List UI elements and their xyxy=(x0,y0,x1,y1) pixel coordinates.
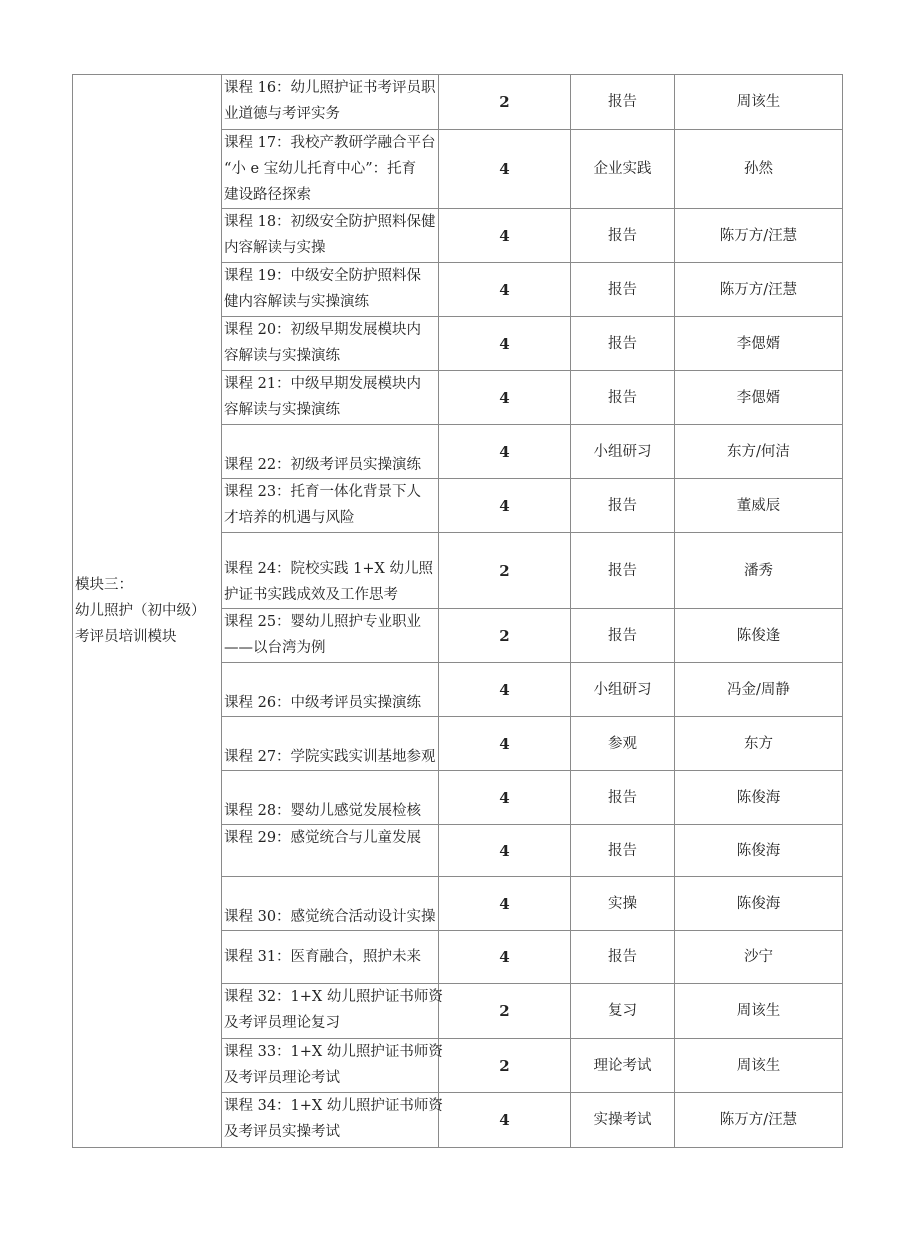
course-name-line: 才培养的机遇与风险 xyxy=(224,510,355,526)
course-hours: 4 xyxy=(439,425,571,479)
module-line: 幼儿照护（初中级） xyxy=(75,603,206,619)
course-hours: 4 xyxy=(439,263,571,317)
course-name-line: 课程 28：婴幼儿感觉发展检核 xyxy=(224,803,422,819)
course-name-line: 护证书实践成效及工作思考 xyxy=(224,587,398,603)
course-name-line: 课程 33：1+X 幼儿照护证书师资 xyxy=(224,1044,443,1060)
course-name-cell xyxy=(222,479,439,533)
course-teacher: 潘秀 xyxy=(675,533,843,609)
course-name-line: 课程 20：初级早期发展模块内 xyxy=(224,322,422,338)
course-name-line: 业道德与考评实务 xyxy=(224,106,340,122)
course-name-cell xyxy=(222,1093,443,1148)
course-hours: 4 xyxy=(439,663,571,717)
course-name-cell xyxy=(222,209,439,263)
course-name-cell xyxy=(222,931,439,984)
course-name-cell xyxy=(222,1039,443,1093)
course-form: 报告 xyxy=(571,931,675,984)
course-hours: 4 xyxy=(439,877,571,931)
course-teacher: 李偲婿 xyxy=(675,317,843,371)
course-hours: 2 xyxy=(439,984,571,1039)
course-name-line: 课程 32：1+X 幼儿照护证书师资 xyxy=(224,989,443,1005)
course-form: 复习 xyxy=(571,984,675,1039)
course-name-line: 内容解读与实操 xyxy=(224,240,326,256)
course-teacher: 周该生 xyxy=(675,75,843,130)
course-form: 参观 xyxy=(571,717,675,771)
course-teacher: 陈万方/汪慧 xyxy=(675,263,843,317)
course-name-cell xyxy=(222,717,439,771)
course-hours: 4 xyxy=(439,931,571,984)
course-hours: 2 xyxy=(439,609,571,663)
course-name-line: 课程 29：感觉统合与儿童发展 xyxy=(224,830,422,846)
course-name-line: 容解读与实操演练 xyxy=(224,348,340,364)
table-row xyxy=(73,75,843,130)
course-name-line: 健内容解读与实操演练 xyxy=(224,294,369,310)
course-name-line: 课程 18：初级安全防护照料保健 xyxy=(224,214,436,230)
course-name-cell xyxy=(222,877,439,931)
course-form: 报告 xyxy=(571,209,675,263)
course-name-line: 及考评员理论复习 xyxy=(224,1015,340,1031)
course-form: 报告 xyxy=(571,263,675,317)
course-name-line: 课程 19：中级安全防护照料保 xyxy=(224,268,422,284)
course-form: 报告 xyxy=(571,317,675,371)
course-name-cell xyxy=(222,317,439,371)
course-name-cell xyxy=(222,130,439,209)
course-teacher: 东方/何洁 xyxy=(675,425,843,479)
course-name-cell xyxy=(222,609,439,663)
course-name-line: “小 e 宝幼儿托育中心”：托育 xyxy=(224,161,417,177)
course-form: 报告 xyxy=(571,371,675,425)
course-hours: 2 xyxy=(439,1039,571,1093)
module-cell xyxy=(73,75,222,1148)
course-teacher: 陈俊逢 xyxy=(675,609,843,663)
course-teacher: 沙宁 xyxy=(675,931,843,984)
course-form: 报告 xyxy=(571,533,675,609)
course-teacher: 孙然 xyxy=(675,130,843,209)
course-hours: 4 xyxy=(439,1093,571,1148)
course-hours: 4 xyxy=(439,371,571,425)
course-form: 实操考试 xyxy=(571,1093,675,1148)
course-hours: 4 xyxy=(439,717,571,771)
course-name-line: 课程 16：幼儿照护证书考评员职 xyxy=(224,80,436,96)
course-teacher: 董威辰 xyxy=(675,479,843,533)
course-hours: 4 xyxy=(439,317,571,371)
course-name-line: 课程 24：院校实践 1+X 幼儿照 xyxy=(224,561,433,577)
course-name-cell xyxy=(222,771,439,825)
course-form: 报告 xyxy=(571,479,675,533)
course-hours: 4 xyxy=(439,771,571,825)
course-name-cell xyxy=(222,825,439,877)
course-form: 小组研习 xyxy=(571,425,675,479)
course-name-line: 课程 34：1+X 幼儿照护证书师资 xyxy=(224,1098,443,1114)
course-name-line: 容解读与实操演练 xyxy=(224,402,340,418)
course-name-cell xyxy=(222,663,439,717)
course-hours: 2 xyxy=(439,533,571,609)
course-name-line: 课程 17：我校产教研学融合平台 xyxy=(224,135,436,151)
module-line: 考评员培训模块 xyxy=(75,629,177,645)
course-name-line: 课程 26：中级考评员实操演练 xyxy=(224,695,422,711)
course-teacher: 陈万方/汪慧 xyxy=(675,1093,843,1148)
course-name-line: 课程 30：感觉统合活动设计实操 xyxy=(224,909,436,925)
course-name-line: 课程 22：初级考评员实操演练 xyxy=(224,457,422,473)
course-hours: 4 xyxy=(439,479,571,533)
course-teacher: 东方 xyxy=(675,717,843,771)
course-schedule-table xyxy=(72,74,843,1148)
course-teacher: 陈万方/汪慧 xyxy=(675,209,843,263)
course-form: 理论考试 xyxy=(571,1039,675,1093)
course-form: 报告 xyxy=(571,825,675,877)
course-name-cell xyxy=(222,533,439,609)
course-form: 实操 xyxy=(571,877,675,931)
course-teacher: 陈俊海 xyxy=(675,825,843,877)
course-teacher: 陈俊海 xyxy=(675,877,843,931)
course-hours: 4 xyxy=(439,130,571,209)
course-teacher: 陈俊海 xyxy=(675,771,843,825)
course-hours: 2 xyxy=(439,75,571,130)
course-form: 小组研习 xyxy=(571,663,675,717)
course-name-line: ——以台湾为例 xyxy=(224,640,326,656)
course-teacher: 李偲婿 xyxy=(675,371,843,425)
course-name-line: 课程 21：中级早期发展模块内 xyxy=(224,376,422,392)
course-teacher: 周该生 xyxy=(675,984,843,1039)
course-name-line: 课程 25：婴幼儿照护专业职业 xyxy=(224,614,422,630)
course-name-cell xyxy=(222,984,443,1039)
course-name-line: 及考评员理论考试 xyxy=(224,1070,340,1086)
course-name-line: 及考评员实操考试 xyxy=(224,1124,340,1140)
course-form: 报告 xyxy=(571,771,675,825)
course-name-line: 课程 27：学院实践实训基地参观 xyxy=(224,749,436,765)
course-name-cell xyxy=(222,75,439,130)
course-teacher: 周该生 xyxy=(675,1039,843,1093)
course-form: 报告 xyxy=(571,75,675,130)
course-hours: 4 xyxy=(439,209,571,263)
course-name-cell xyxy=(222,263,439,317)
course-name-cell xyxy=(222,371,439,425)
module-line: 模块三： xyxy=(75,577,133,593)
course-form: 企业实践 xyxy=(571,130,675,209)
course-teacher: 冯金/周静 xyxy=(675,663,843,717)
course-name-line: 课程 31：医育融合，照护未来 xyxy=(224,949,422,965)
course-name-line: 建设路径探索 xyxy=(224,187,311,203)
course-form: 报告 xyxy=(571,609,675,663)
course-name-line: 课程 23：托育一体化背景下人 xyxy=(224,484,422,500)
course-name-cell xyxy=(222,425,439,479)
course-hours: 4 xyxy=(439,825,571,877)
